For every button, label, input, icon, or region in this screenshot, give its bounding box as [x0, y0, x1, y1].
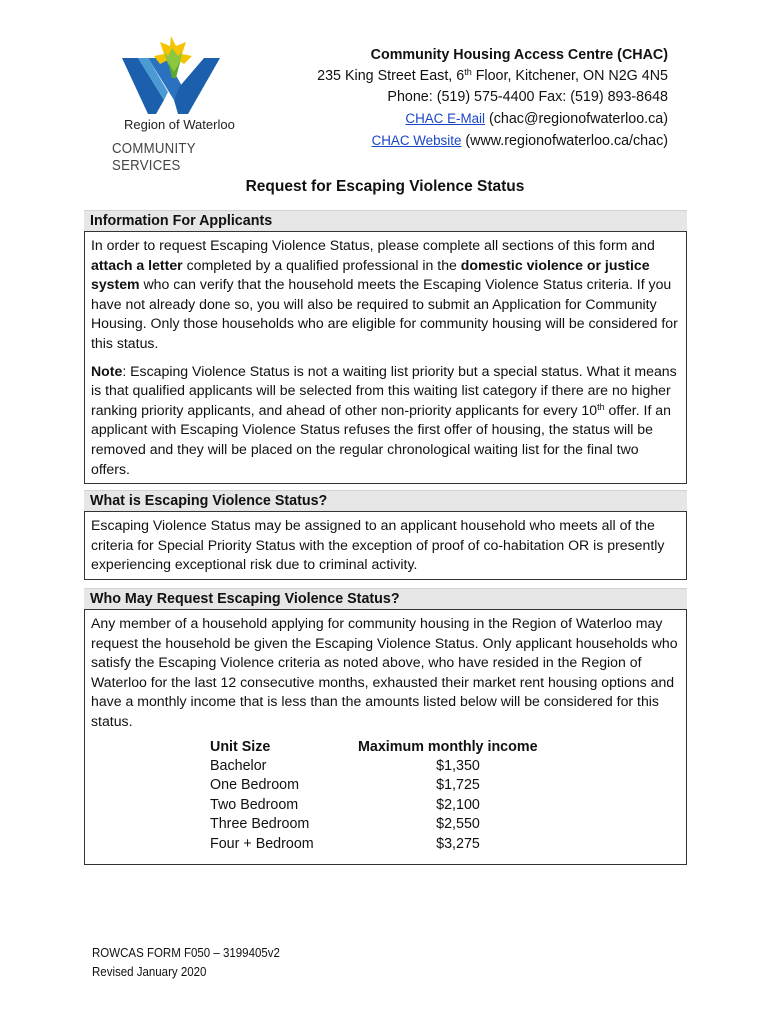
superscript: th [597, 401, 605, 412]
text-run: : Escaping Violence Status is not a waiting list priority but a special status. What it means is that qualified applicants will be selected from this waiting list category if there are no higher ranking priority applicants, and ahead of other non-priority applicants for every 10 [91, 362, 677, 418]
website-link[interactable]: CHAC Website [371, 133, 462, 148]
table-cell-income: $1,350 [436, 757, 480, 774]
table-cell-unit: Three Bedroom [210, 816, 310, 833]
website-address: (www.regionofwaterloo.ca/chac) [461, 133, 668, 149]
address-superscript: th [464, 67, 472, 77]
section-heading: Who May Request Escaping Violence Status? [84, 588, 687, 609]
centre-address [317, 66, 668, 87]
address-part: Floor, Kitchener, ON N2G 4N5 [471, 68, 668, 84]
logo-emblem-icon [108, 34, 258, 114]
region-of-waterloo-logo [108, 34, 258, 174]
logo-org-name: Region of Waterloo [124, 117, 235, 132]
form-id: ROWCAS FORM F050 – 3199405v2 [92, 946, 280, 960]
section-body [84, 231, 687, 484]
table-header-unit: Unit Size [210, 738, 271, 755]
text-run: who can verify that the household meets the Escaping Violence Status criteria. If you have not already done so, you will also be required to submit an Application for Community Housing. Only those households who are eligible for community housing will be considered for this status. [91, 276, 678, 351]
email-address: (chac@regionofwaterloo.ca) [485, 111, 668, 127]
email-line [317, 108, 668, 130]
phone-fax: Phone: (519) 575-4400 Fax: (519) 893-8648 [387, 89, 668, 105]
contact-info [317, 45, 668, 152]
text-run: completed by a qualified professional in the [182, 256, 461, 273]
section-heading: What is Escaping Violence Status? [84, 490, 687, 511]
section-heading: Information For Applicants [84, 210, 687, 231]
address-part: 235 King Street East, 6 [317, 68, 465, 84]
income-table [210, 738, 680, 854]
website-line [317, 130, 668, 152]
email-link[interactable]: CHAC E-Mail [405, 111, 486, 126]
text-run: offer. If an applicant with Escaping Violence Status refuses the first offer of housing, the status will be removed and they will be placed on the regular chronological waiting list for the final two offers. [91, 401, 671, 477]
section-what-is [84, 490, 687, 580]
bold-run: attach a letter [91, 256, 183, 273]
note-paragraph [91, 362, 680, 480]
table-cell-income: $2,100 [436, 796, 480, 813]
table-cell-unit: One Bedroom [210, 777, 300, 794]
logo-department: COMMUNITY SERVICES [112, 140, 196, 174]
form-title: Request for Escaping Violence Status [245, 178, 525, 195]
note-label: Note [91, 362, 123, 379]
table-cell-unit: Four + Bedroom [210, 835, 314, 852]
section-body [84, 609, 687, 865]
what-paragraph: Escaping Violence Status may be assigned to an applicant household who meets all of the criteria for Special Priority Status with the exception of proof of co-habitation OR is presently experiencing exceptional risk due to criminal activity. [91, 517, 665, 573]
table-cell-income: $3,275 [436, 835, 480, 852]
table-cell-unit: Two Bedroom [210, 796, 299, 813]
info-paragraph [91, 236, 680, 354]
text-run: In order to request Escaping Violence Status, please complete all sections of this form and [91, 237, 655, 253]
centre-name: Community Housing Access Centre (CHAC) [370, 47, 668, 63]
table-cell-income: $2,550 [436, 816, 480, 833]
form-footer [92, 944, 280, 982]
table-cell-income: $1,725 [436, 777, 480, 794]
bold-run: domestic violence or justice system [91, 256, 650, 293]
revision-date: Revised January 2020 [92, 965, 207, 979]
table-cell-unit: Bachelor [210, 757, 267, 774]
section-who-may-request [84, 588, 687, 865]
table-header-income: Maximum monthly income [358, 738, 538, 755]
section-information [84, 210, 687, 484]
who-paragraph: Any member of a household applying for community housing in the Region of Waterloo may request the household be given the Escaping Violence Status. Only applicant households who satisfy the Escaping Violence criteria as noted above, who have resided in the Region of Waterloo for the last 12 consecutive months, exhausted their market rent housing options and have a monthly income that is less than the amounts listed below will be considered for this status. [91, 615, 678, 729]
section-body [84, 511, 687, 580]
